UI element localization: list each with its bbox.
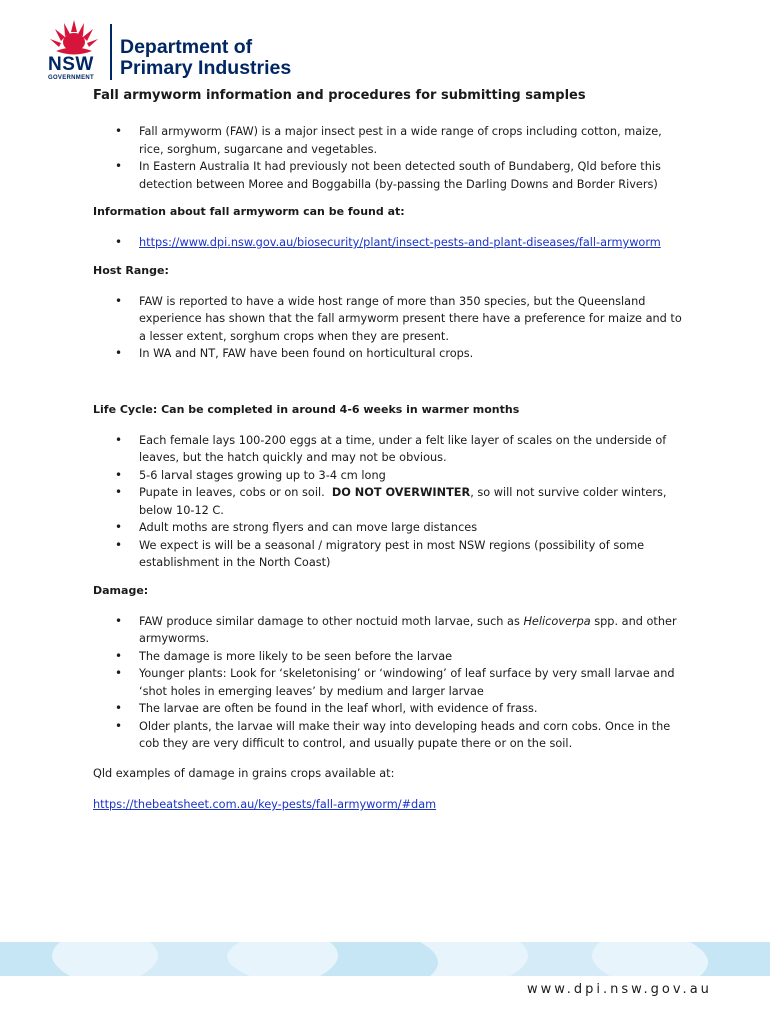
- list-item: [93, 234, 683, 252]
- list-item: • Younger plants: Look for ‘skeletonising’ or ‘windowing’ of leaf surface by very small larvae and ‘shot holes in emerging leaves’ by medium and larger larvae: [93, 665, 683, 700]
- host-range-list: [93, 293, 683, 363]
- nsw-wordmark: NSW: [48, 54, 94, 75]
- department-line-2: Primary Industries: [120, 57, 292, 79]
- damage-list: [93, 613, 683, 753]
- document-body: [93, 88, 683, 828]
- list-item: [93, 613, 683, 648]
- waratah-icon: [46, 18, 102, 58]
- list-item: • 5-6 larval stages growing up to 3-4 cm long: [93, 467, 683, 485]
- damage-text-cont: spp. and other armyworms.: [139, 614, 677, 645]
- dpi-fall-armyworm-link[interactable]: https://www.dpi.nsw.gov.au/biosecurity/plant/insect-pests-and-plant-diseases/fall-armyworm: [139, 236, 661, 249]
- list-item: [93, 484, 683, 519]
- pupate-text: Pupate in leaves, cobs or on soil.: [139, 486, 325, 499]
- footer-wave-band: [0, 942, 770, 976]
- list-item: • Fall armyworm (FAW) is a major insect pest in a wide range of crops including cotton, maize, rice, sorghum, sugarcane and vegetables.: [93, 123, 683, 158]
- beatsheet-link-paragraph: [93, 796, 683, 814]
- damage-text: FAW produce similar damage to other noctuid moth larvae, such as: [139, 614, 520, 628]
- spacer: [93, 375, 683, 403]
- pupate-text-cont: , so will not survive colder winters, below 10-12 C.: [139, 486, 667, 517]
- list-item: • We expect is will be a seasonal / migratory pest in most NSW regions (possibility of some establishment in the North Coast): [93, 537, 683, 572]
- list-item: • Adult moths are strong flyers and can move large distances: [93, 519, 683, 537]
- list-item: • In WA and NT, FAW have been found on horticultural crops.: [93, 345, 683, 363]
- department-name: [120, 37, 291, 79]
- document-title: Fall armyworm information and procedures for submitting samples: [93, 88, 586, 103]
- beatsheet-link[interactable]: https://thebeatsheet.com.au/key-pests/fall-armyworm/#dam: [93, 798, 437, 811]
- host-range-heading: Host Range:: [93, 263, 169, 277]
- intro-list: [93, 123, 683, 193]
- life-cycle-list: [93, 432, 683, 572]
- life-cycle-heading: Life Cycle: Can be completed in around 4-6 weeks in warmer months: [93, 402, 520, 416]
- nsw-dpi-logo: [46, 18, 316, 82]
- list-item: • Each female lays 100-200 eggs at a time, under a felt like layer of scales on the underside of leaves, but the hatch quickly and may not be obvious.: [93, 432, 683, 467]
- list-item: • Older plants, the larvae will make their way into developing heads and corn cobs. Once in the cob they are very difficult to control, and usually pupate there or on the soil.: [93, 718, 683, 753]
- list-item: • In Eastern Australia It had previously not been detected south of Bundaberg, Qld before this detection between Moree and Boggabilla (by-passing the Darling Downs and Border Rivers): [93, 158, 683, 193]
- list-item: • The damage is more likely to be seen before the larvae: [93, 648, 683, 666]
- info-list: [93, 234, 683, 252]
- list-item: • FAW is reported to have a wide host range of more than 350 species, but the Queensland experience has shown that the fall armyworm present there have a preference for maize and to a lesser extent, sorghum crops when they are present.: [93, 293, 683, 346]
- overwinter-warning: DO NOT OVERWINTER: [331, 486, 471, 499]
- government-wordmark: GOVERNMENT: [48, 75, 95, 81]
- logo-divider: [110, 24, 112, 80]
- helicoverpa-genus: Helicoverpa: [523, 614, 591, 628]
- department-line-1: Department of: [120, 36, 253, 58]
- damage-heading: Damage:: [93, 583, 149, 597]
- qld-examples-text: Qld examples of damage in grains crops available at:: [93, 766, 395, 780]
- footer-url: www.dpi.nsw.gov.au: [527, 982, 712, 997]
- list-item: • The larvae are often be found in the leaf whorl, with evidence of frass.: [93, 700, 683, 718]
- info-heading: Information about fall armyworm can be found at:: [93, 205, 405, 218]
